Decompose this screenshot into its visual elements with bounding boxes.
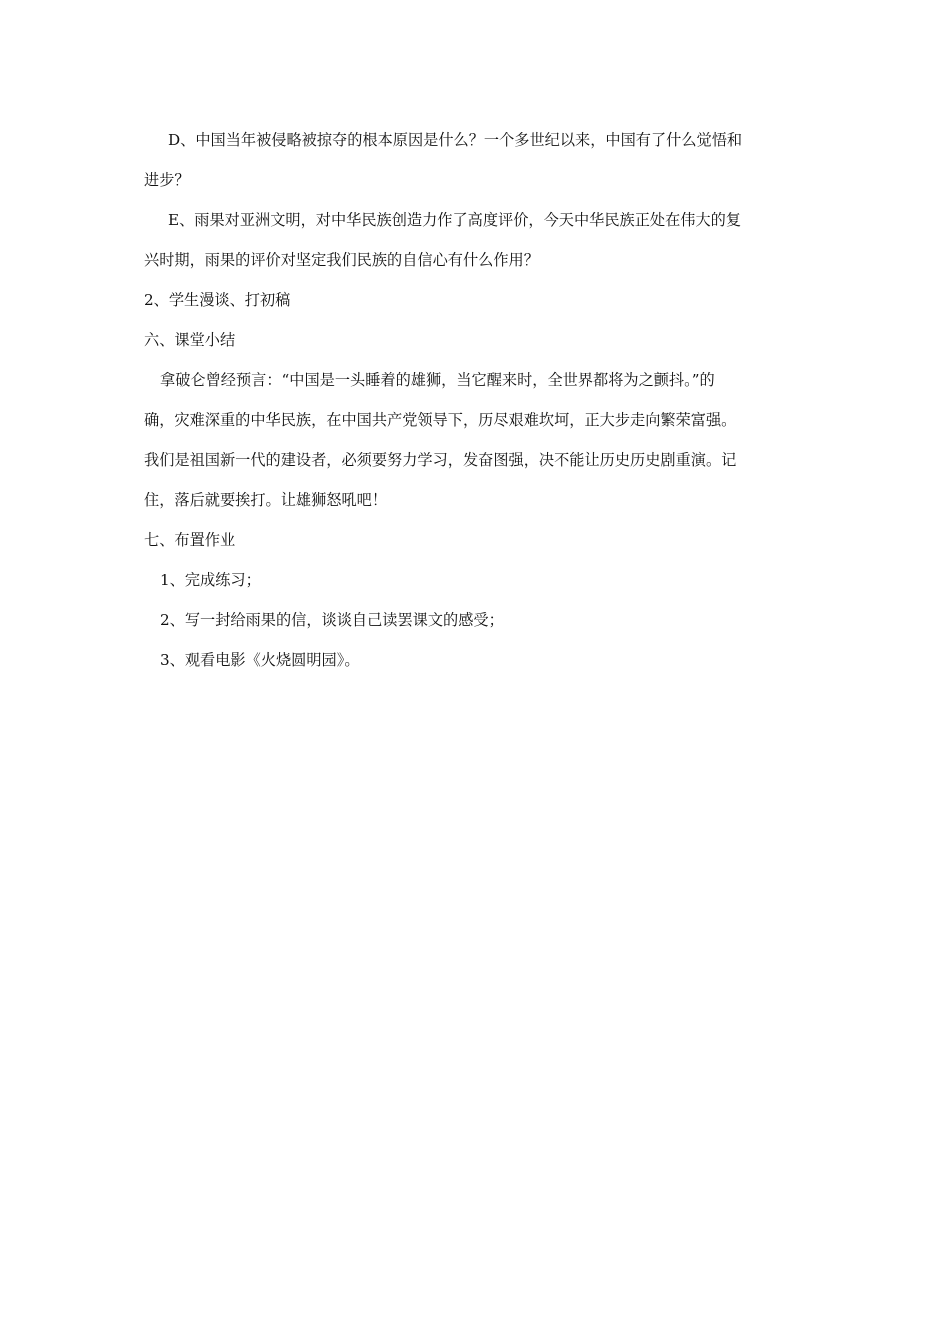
- section-7-heading: 七、布置作业: [144, 531, 236, 549]
- step-2-text: 2、学生漫谈、打初稿: [144, 291, 291, 309]
- summary-paragraph: [144, 360, 808, 520]
- homework-list: [144, 560, 808, 680]
- question-e-line-1: E、雨果对亚洲文明，对中华民族创造力作了高度评价，今天中华民族正处在伟大的复: [168, 211, 742, 229]
- question-d-line-1: D、中国当年被侵略被掠夺的根本原因是什么？一个多世纪以来，中国有了什么觉悟和: [168, 131, 743, 149]
- section-6-heading: 六、课堂小结: [144, 331, 236, 349]
- homework-item: 3、观看电影《火烧圆明园》。: [160, 651, 360, 669]
- question-e-line-2: 兴时期，雨果的评价对坚定我们民族的自信心有什么作用？: [144, 251, 539, 269]
- homework-item: 2、写一封给雨果的信，谈谈自己读罢课文的感受；: [160, 611, 504, 629]
- question-e: [144, 200, 808, 280]
- summary-line-1: 拿破仑曾经预言：“中国是一头睡着的雄狮，当它醒来时，全世界都将为之颤抖。”的: [160, 371, 715, 389]
- summary-line-4: 住，落后就要挨打。让雄狮怒吼吧！: [144, 491, 387, 509]
- question-d: [144, 120, 808, 200]
- document-body: [144, 120, 808, 680]
- homework-item: 1、完成练习；: [160, 571, 261, 589]
- summary-line-2: 确，灾难深重的中华民族，在中国共产党领导下，历尽艰难坎坷，正大步走向繁荣富强。: [144, 411, 737, 429]
- question-d-line-2: 进步？: [144, 171, 190, 189]
- summary-line-3: 我们是祖国新一代的建设者，必须要努力学习，发奋图强，决不能让历史历史剧重演。记: [144, 451, 737, 469]
